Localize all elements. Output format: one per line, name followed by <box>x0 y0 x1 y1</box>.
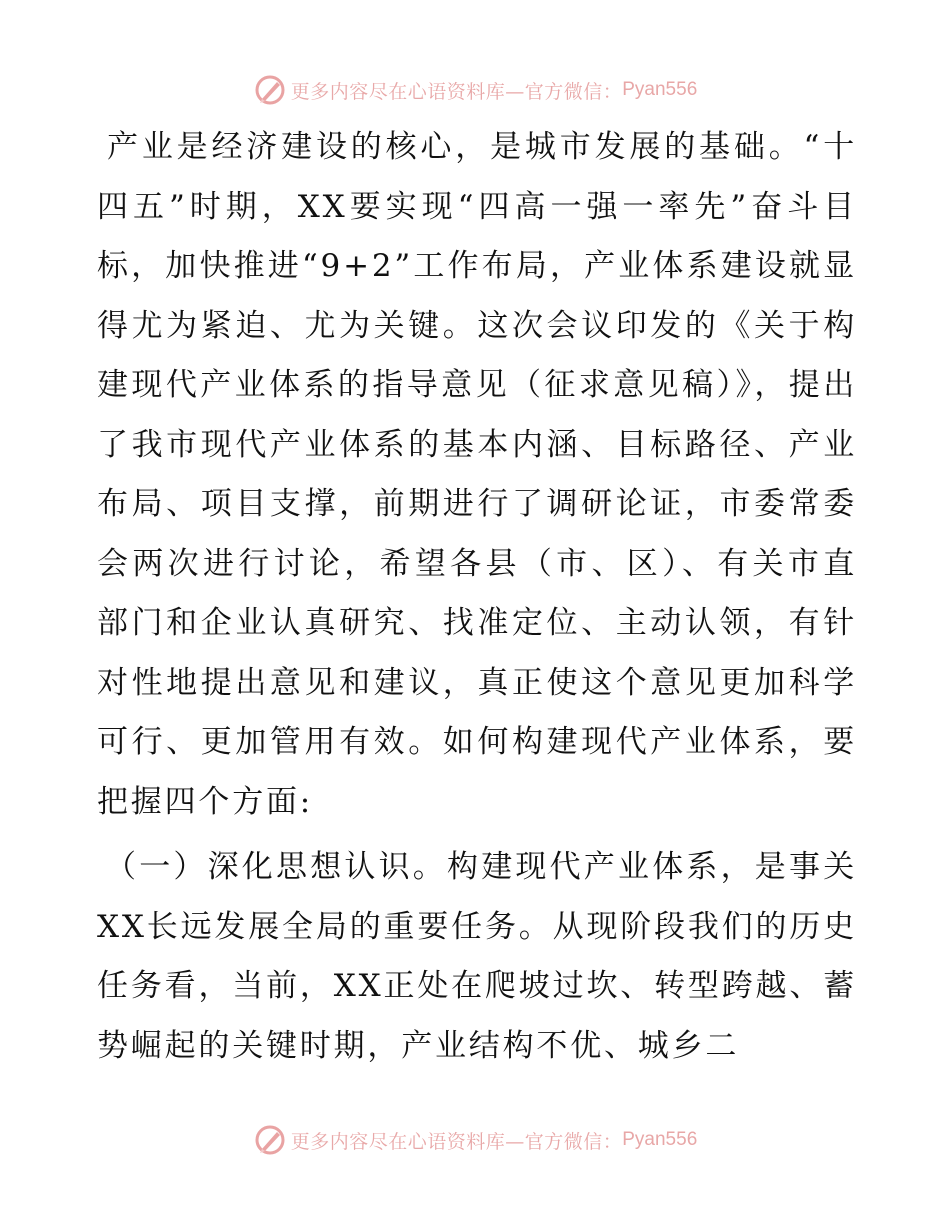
watermark-brand: Pyan556 <box>622 79 698 100</box>
pen-circle-logo-icon <box>253 1123 287 1157</box>
paragraph-2: （一）深化思想认识。构建现代产业体系，是事关XX长远发展全局的重要任务。从现阶段我们的历史任务看，当前，XX正处在爬坡过坎、转型跨越、蓄势崛起的关键时期，产业结构不优、城乡二 <box>97 849 857 1064</box>
pen-circle-logo-icon <box>253 73 287 107</box>
header-watermark <box>0 70 950 110</box>
paragraph-1: 产业是经济建设的核心，是城市发展的基础。“十四五”时期，XX要实现“四高一强一率先”奋斗目标，加快推进“9+2”工作布局，产业体系建设就显得尤为紧迫、尤为关键。这次会议印发的《关于构建现代产业体系的指导意见（征求意见稿）》，提出了我市现代产业体系的基本内涵、目标路径、产业布局、项目支撑，前期进行了调研论证，市委常委会两次进行讨论，希望各县（市、区）、有关市直部门和企业认真研究、找准定位、主动认领，有针对性地提出意见和建议，真正使这个意见更加科学可行、更加管用有效。如何构建现代产业体系，要把握四个方面: <box>97 129 857 820</box>
body-text <box>97 118 857 1076</box>
watermark-text: 更多内容尽在心语资料库—官方微信： <box>290 80 623 103</box>
watermark-text: 更多内容尽在心语资料库—官方微信： <box>290 1130 623 1153</box>
footer-watermark <box>0 1120 950 1160</box>
watermark-brand: Pyan556 <box>622 1129 698 1150</box>
